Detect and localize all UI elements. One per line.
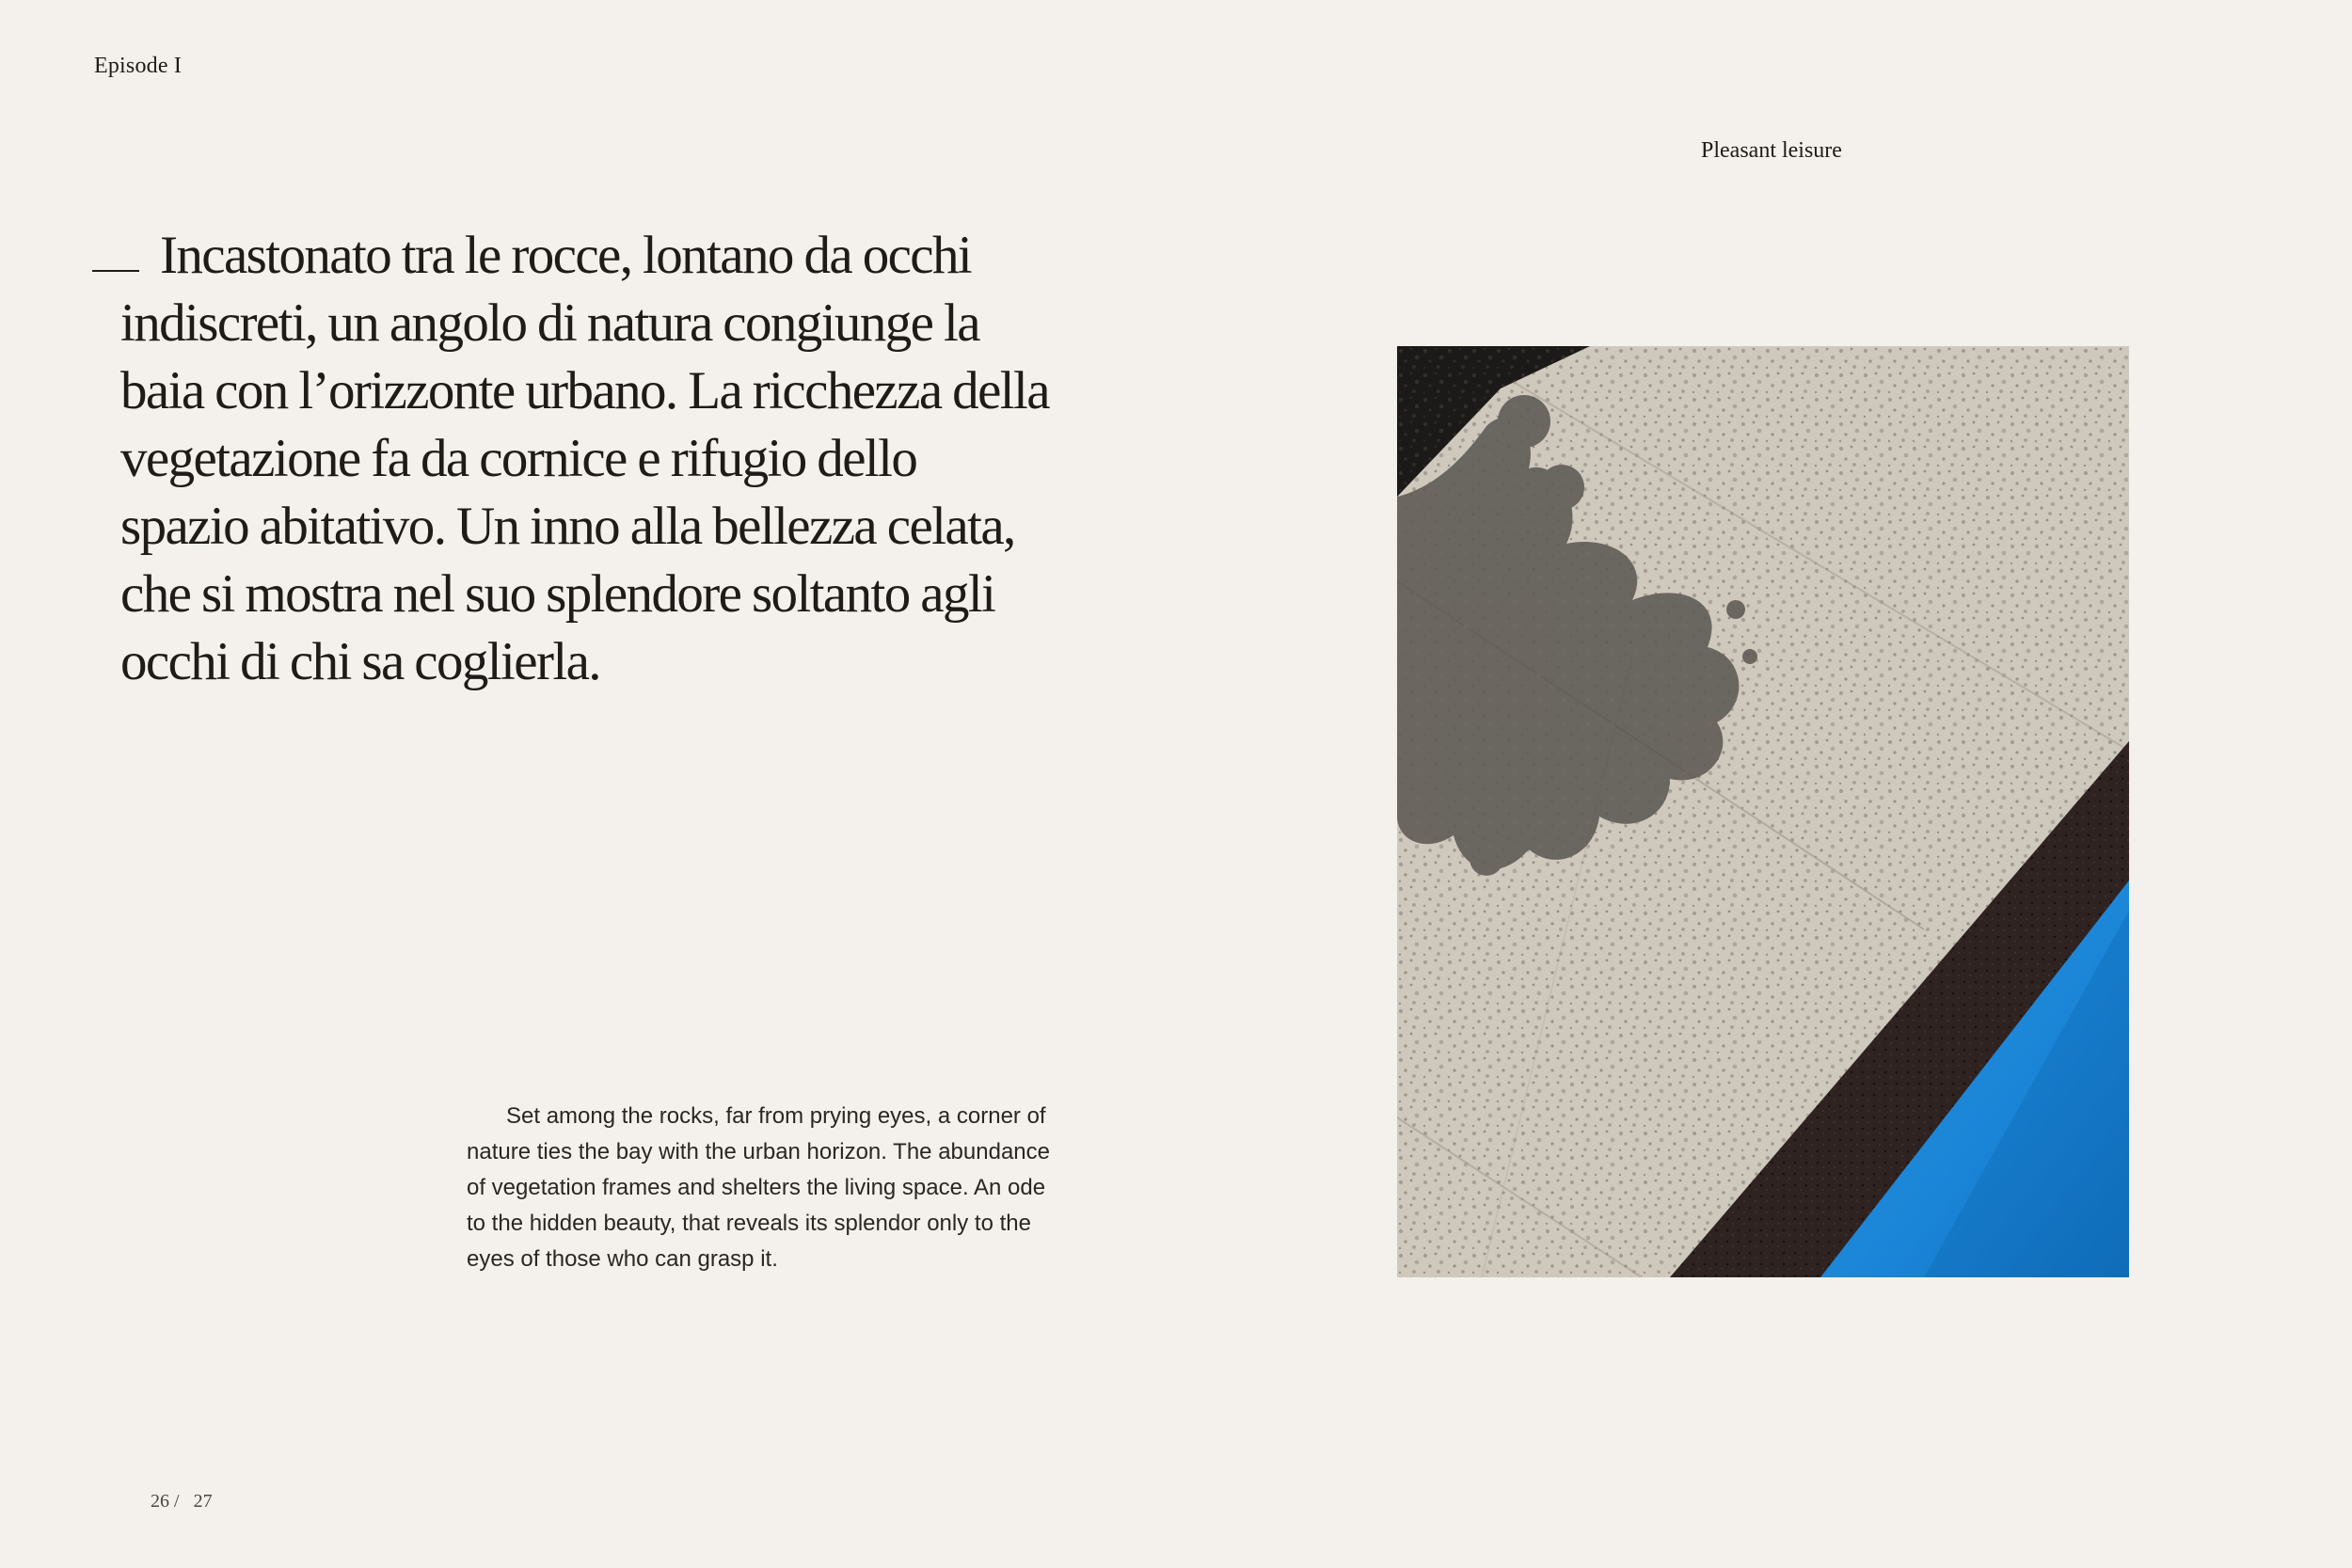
episode-label: Episode I: [94, 54, 183, 78]
left-page-number: 26: [151, 1491, 169, 1512]
page-numbers: [151, 1491, 213, 1513]
translation-paragraph: Set among the rocks, far from prying eyes, a corner of nature ties the bay with the urban horizon. The abundance of vegetation frames and shelters the living space. An ode to the hidden beauty, that reveals its splendor only to the eyes of those who can grasp it.: [467, 1103, 1050, 1272]
intro-paragraph: Incastonato tra le rocce, lontano da occhi indiscreti, un angolo di natura congiunge la baia con l’orizzonte urbano. La ricchezza della vegetazione fa da cornice e rifugio dello spazio abitativo. Un inno alla bellezza celata, che si mostra nel suo splendore soltanto agli occhi di chi sa coglierla.: [120, 226, 1049, 691]
page-number-separator: /: [169, 1491, 194, 1512]
intro-block: [92, 222, 1052, 696]
em-dash-rule: [92, 270, 139, 272]
poolside-photo: [1397, 346, 2129, 1277]
right-page-number: 27: [193, 1491, 213, 1512]
section-title: Pleasant leisure: [1701, 138, 1842, 163]
